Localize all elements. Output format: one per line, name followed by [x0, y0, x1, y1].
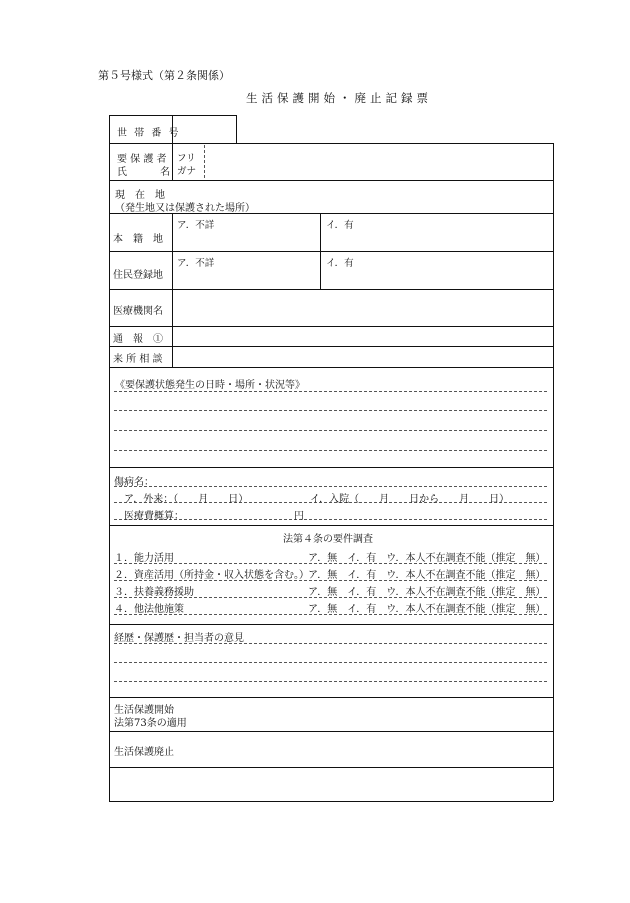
end-label: 生活保護廃止	[114, 747, 174, 758]
domicile-option-yes: イ．有	[326, 220, 354, 231]
current-address-note: （発生地又は保護された場所）	[115, 203, 255, 214]
visit-consultation-label: 来 所 相 談	[113, 354, 163, 365]
name-label: 氏 名	[117, 167, 171, 178]
protected-person-label: 要 保 護 者	[117, 154, 167, 165]
report-label: 通 報 ①	[113, 334, 163, 345]
outpatient-label: ア．外来：（ 月 日）	[124, 494, 249, 505]
start-label: 生活保護開始	[114, 705, 174, 716]
article73-label: 法第73条の適用	[114, 718, 187, 729]
medical-cost-label: 医療費概算：	[124, 511, 184, 522]
registration-label: 住民登録地	[113, 270, 163, 281]
requirement-row: １．能力活用	[114, 553, 174, 564]
furigana-label-2: ガナ	[177, 166, 197, 177]
disease-label: 傷病名：	[114, 477, 154, 488]
requirement-options: ア．無 イ．有 ウ．本人不在調査不能（推定 無）	[308, 570, 546, 581]
requirement-options: ア．無 イ．有 ウ．本人不在調査不能（推定 無）	[308, 553, 546, 564]
current-address-label: 現 在 地	[115, 190, 165, 201]
requirement-row: ３．扶養義務援助	[114, 587, 194, 598]
inpatient-label: イ．入院（ 月 日から 月 日）	[310, 494, 510, 505]
requirement-options: ア．無 イ．有 ウ．本人不在調査不能（推定 無）	[308, 604, 546, 615]
history-heading: 経歴・保護歴・担当者の意見	[114, 633, 244, 644]
domicile-label: 本 籍 地	[113, 234, 163, 245]
household-number-label: 世 帯 番 号	[117, 128, 181, 139]
yen-label: 円	[294, 511, 304, 522]
form-title: 生活保護開始・廃止記録票	[246, 91, 432, 105]
medical-institution-label: 医療機関名	[113, 306, 163, 317]
registration-option-unknown: ア．不詳	[177, 258, 215, 269]
domicile-option-unknown: ア．不詳	[177, 220, 215, 231]
requirement-row: ２．資産活用（所持金・収入状態を含む。）	[114, 570, 309, 581]
furigana-label: フリ	[177, 153, 196, 164]
situation-heading: 《要保護状態発生の日時・場所・状況等》	[115, 380, 305, 391]
requirements-title: 法第４条の要件調査	[283, 534, 373, 545]
form-number: 第５号様式（第２条関係）	[98, 69, 230, 82]
requirement-options: ア．無 イ．有 ウ．本人不在調査不能（推定 無）	[308, 587, 546, 598]
requirement-row: ４．他法他施策	[114, 604, 184, 615]
registration-option-yes: イ．有	[326, 258, 354, 269]
